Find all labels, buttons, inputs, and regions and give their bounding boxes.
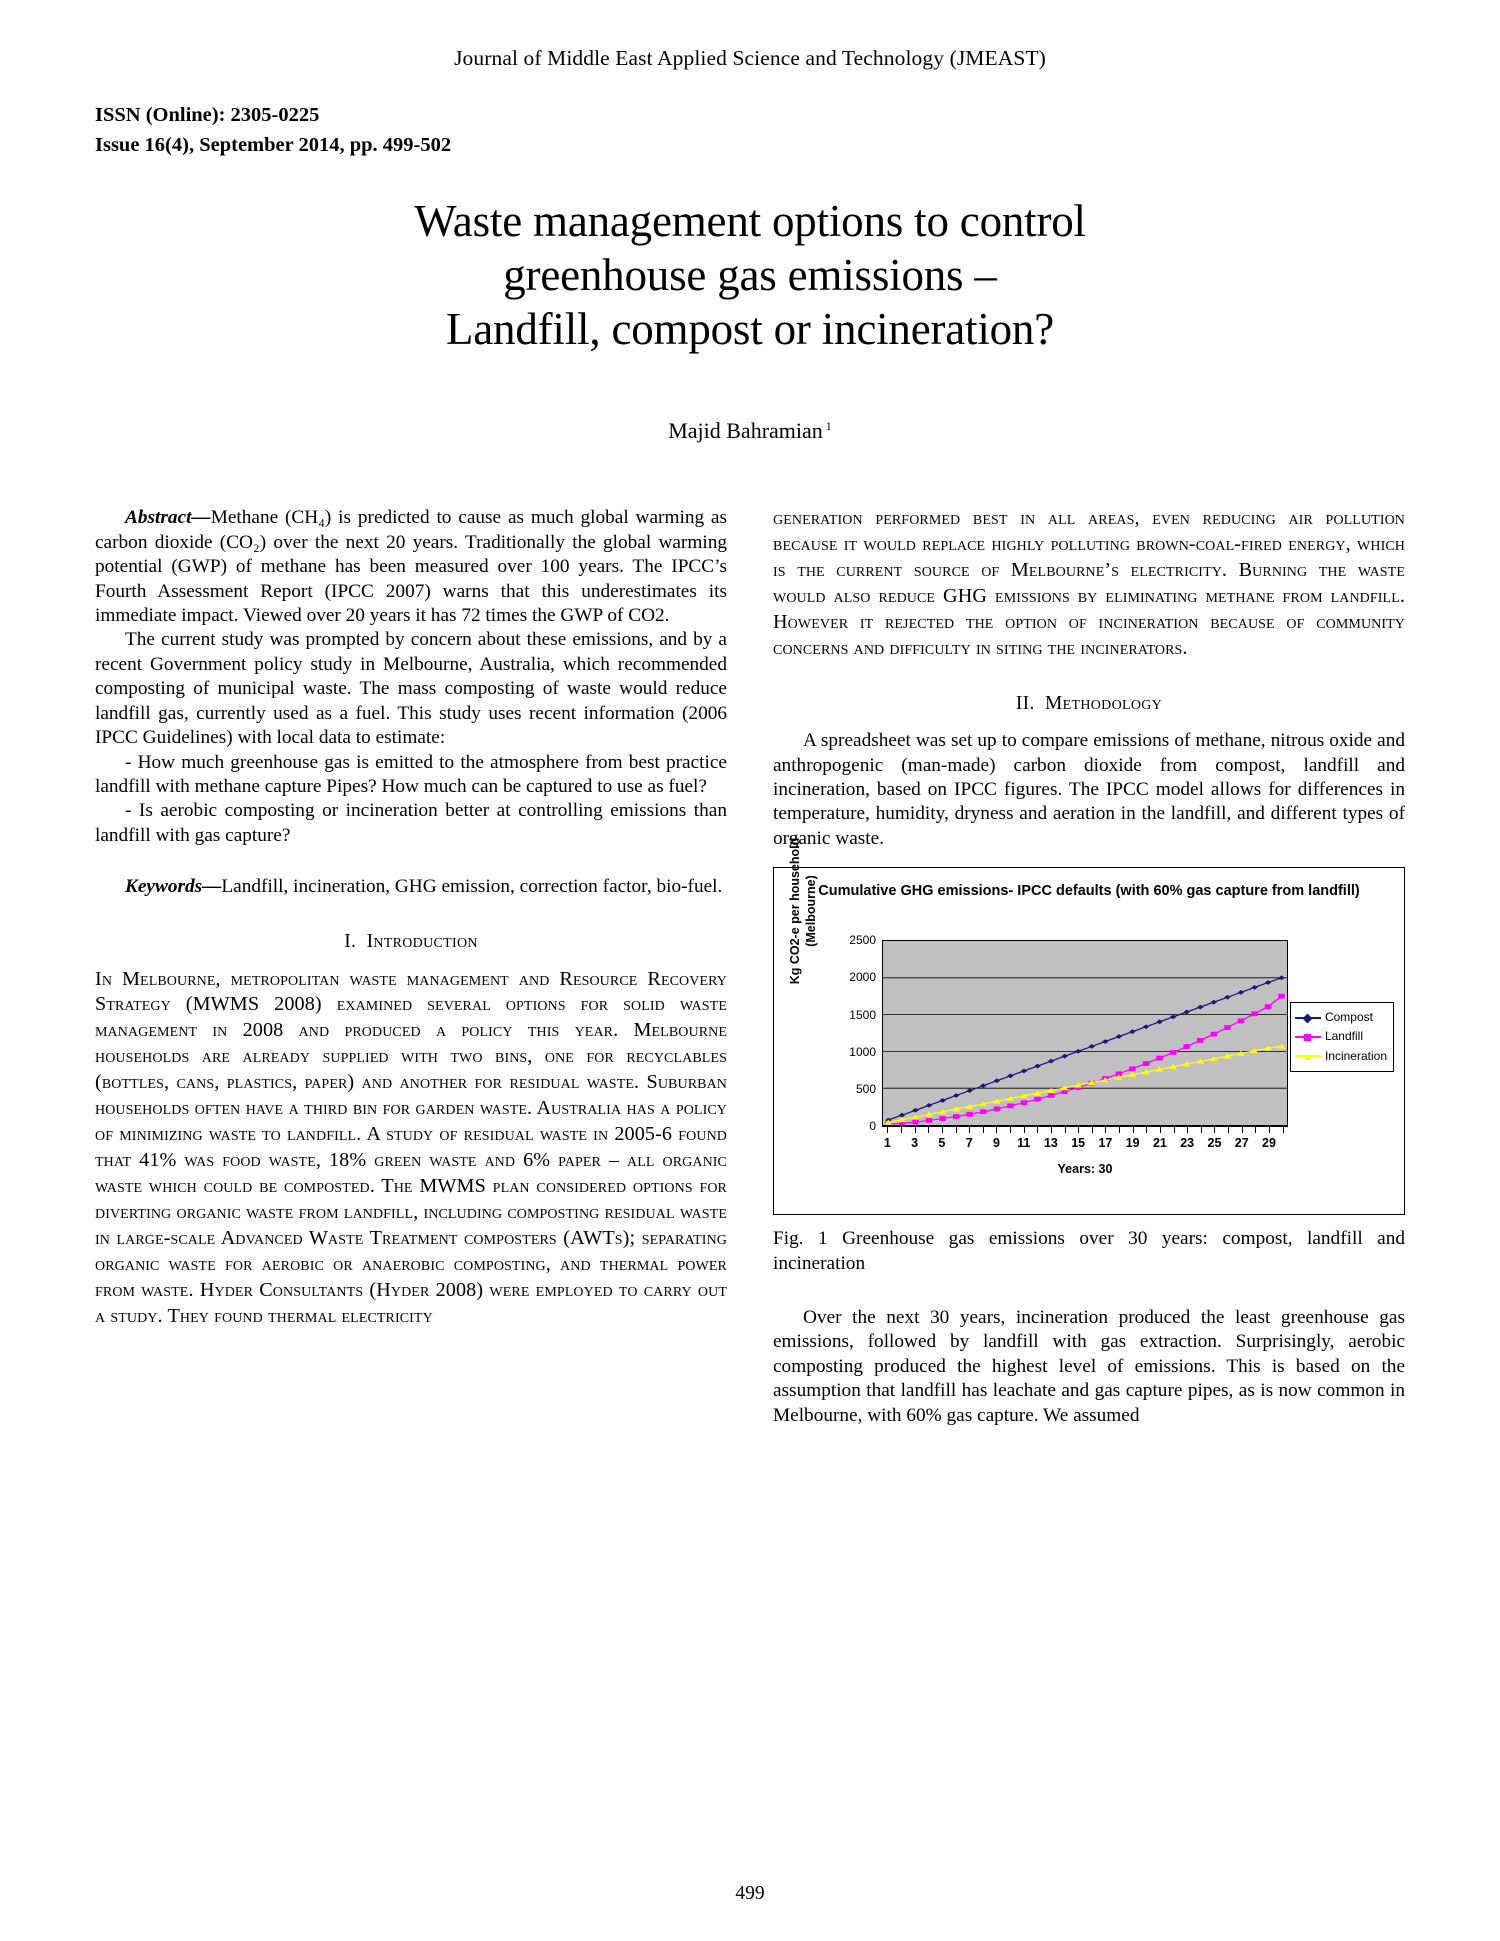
chart-legend-item	[1295, 1047, 1387, 1066]
chart-x-tick	[1078, 1126, 1079, 1133]
chart-x-tick	[1214, 1126, 1215, 1133]
chart-x-tick	[1024, 1126, 1025, 1133]
chart-x-tick	[1065, 1126, 1066, 1133]
page-title	[250, 194, 1250, 356]
chart-x-axis-ticks	[882, 1126, 1288, 1134]
introduction-paragraph: In Melbourne, metropolitan waste management and Resource Recovery Strategy (MWMS 2008) examined several options for solid waste management in 2008 and produced a policy this year. Melbourne households are already supplied with two bins, one for recyclables (bottles, cans, plastics, paper) and another for residual waste. Suburban households often have a third bin for garden waste. Australia has a policy of minimizing waste to landfill. A study of residual waste in 2005-6 found that 41% was food waste, 18% green waste and 6% paper – all organic waste which could be composted. The MWMS plan considered options for diverting organic waste from landfill, including composting residual waste in large-scale Advanced Waste Treatment composters (AWTs); separating organic waste for aerobic or anaerobic composting, and thermal power from waste. Hyder Consultants (Hyder 2008) were employed to carry out a study. They found thermal electricity	[95, 967, 727, 1327]
chart-x-tick	[928, 1126, 929, 1133]
chart-legend-label: Landfill	[1324, 1029, 1363, 1044]
chart-x-tick	[1201, 1126, 1202, 1133]
chart-y-axis-label: Kg CO2-e per household (Melbourne)	[788, 837, 818, 985]
chart-x-tick	[915, 1126, 916, 1133]
chart-legend-marker-icon	[1295, 1012, 1321, 1024]
chart-x-tick-label: 9	[992, 1136, 1000, 1151]
issn-block	[95, 101, 1405, 160]
chart-legend-item	[1295, 1008, 1387, 1027]
chart-title: Cumulative GHG emissions- IPCC defaults (with 60% gas capture from landfill)	[818, 883, 1360, 900]
chart-x-tick-label: 1	[883, 1136, 891, 1151]
chart-y-tick: 2500	[849, 933, 876, 948]
abstract-bullet-1: - How much greenhouse gas is emitted to the atmosphere from best practice landfill with methane capture Pipes? How much can be captured to use as fuel?	[95, 751, 727, 797]
section-name: Introduction	[366, 930, 478, 952]
abstract-paragraph-2: The current study was prompted by concern about these emissions, and by a recent Government policy study in Melbourne, Australia, which recommended composting of municipal waste. The mass composting of waste would reduce landfill gas, currently used as a fuel. This study uses recent information (2006 IPCC Guidelines) with local data to estimate:	[95, 629, 727, 749]
chart-x-tick	[1105, 1126, 1106, 1133]
abstract-bullet-2: - Is aerobic composting or incineration better at controlling emissions than landfill with gas capture?	[95, 800, 727, 846]
section-heading-introduction	[95, 931, 727, 953]
chart-legend	[1290, 1002, 1394, 1072]
chart-x-tick-label: 13	[1043, 1136, 1058, 1151]
figure-caption: Fig. 1 Greenhouse gas emissions over 30 years: compost, landfill and incineration	[773, 1228, 1405, 1274]
chart-x-tick-label: 15	[1071, 1136, 1086, 1151]
author-name: Majid Bahramian	[668, 418, 823, 444]
chart-x-tick-label: 21	[1152, 1136, 1167, 1151]
chart-x-tick	[901, 1126, 902, 1133]
title-line-1: Waste management options to control	[414, 196, 1086, 247]
chart-x-tick	[1283, 1126, 1284, 1133]
introduction-paragraph-continued: generation performed best in all areas, even reducing air pollution because it would replace highly polluting brown-coal-fired energy, which is the current source of Melbourne’s electricity. Burning the waste would also reduce GHG emissions by eliminating methane from landfill. However it rejected the option of incineration because of community concerns and difficulty in siting the incinerators.	[773, 507, 1405, 660]
chart-x-tick	[1037, 1126, 1038, 1133]
chart-y-tick: 0	[869, 1119, 876, 1134]
abstract-text: Methane (CH₄) is predicted to cause as much global warming as carbon dioxide (CO₂) over the next 20 years. Traditionally the global warming potential (GWP) of methane has been measured over 100 years. The IPCC’s Fourth Assessment Report (IPCC 2007) warns that this underestimates its immediate impact. Viewed over 20 years it has 72 times the GWP of CO2.	[95, 507, 727, 627]
chart-x-tick-label: 25	[1207, 1136, 1222, 1151]
title-line-3: Landfill, compost or incineration?	[445, 304, 1055, 355]
chart-x-tick-label: 7	[965, 1136, 973, 1151]
chart-x-tick-label: 11	[1017, 1136, 1031, 1151]
chart-x-tick	[1092, 1126, 1093, 1133]
chart-x-tick-label: 19	[1125, 1136, 1140, 1151]
chart-x-tick	[942, 1126, 943, 1133]
issn-line: ISSN (Online): 2305-0225	[95, 104, 320, 126]
chart-container	[773, 837, 1405, 1215]
title-line-2: greenhouse gas emissions –	[503, 250, 997, 301]
section-name: Methodology	[1045, 693, 1163, 715]
chart-x-tick	[983, 1126, 984, 1133]
chart-x-tick	[1242, 1126, 1243, 1133]
chart-x-tick	[1228, 1126, 1229, 1133]
keywords-label: Keywords—	[125, 876, 222, 898]
keywords-paragraph	[95, 875, 727, 899]
author-affiliation-marker: 1	[825, 419, 832, 434]
chart-x-tick	[1255, 1126, 1256, 1133]
chart-x-tick	[956, 1126, 957, 1133]
chart-x-tick	[1051, 1126, 1052, 1133]
chart-x-tick	[1174, 1126, 1175, 1133]
section-heading-methodology	[773, 693, 1405, 715]
chart-x-tick	[1146, 1126, 1147, 1133]
chart-series-svg	[883, 941, 1287, 1125]
chart-y-tick: 2000	[849, 970, 876, 985]
abstract-label: Abstract—	[125, 507, 211, 529]
issue-line: Issue 16(4), September 2014, pp. 499-502	[95, 133, 452, 156]
chart-x-tick	[969, 1126, 970, 1133]
section-number: II.	[1015, 693, 1035, 715]
chart-x-tick-label: 5	[938, 1136, 946, 1151]
chart-x-tick	[1160, 1126, 1161, 1133]
chart-legend-marker-icon	[1295, 1050, 1321, 1062]
methodology-paragraph: A spreadsheet was set up to compare emissions of methane, nitrous oxide and anthropogenic (man-made) carbon dioxide from compost, landfill and incineration, based on IPCC figures. The IPCC model allows for differences in temperature, humidity, dryness and aeration in the landfill, and different types of organic waste.	[773, 730, 1405, 849]
chart-x-tick-label: 17	[1098, 1136, 1113, 1151]
abstract-paragraph	[95, 506, 727, 628]
keywords-text: Landfill, incineration, GHG emission, correction factor, bio-fuel.	[221, 876, 723, 898]
chart-x-tick-label: 3	[911, 1136, 919, 1151]
chart-legend-label: Compost	[1324, 1010, 1373, 1025]
chart-x-tick-label: 23	[1180, 1136, 1195, 1151]
chart-x-tick	[1269, 1126, 1270, 1133]
figure-1	[773, 837, 1405, 1276]
left-column	[95, 506, 727, 1428]
chart-x-axis-title: Years: 30	[1057, 1162, 1113, 1177]
chart-y-tick: 500	[855, 1081, 876, 1096]
chart-x-tick	[1133, 1126, 1134, 1133]
chart-x-axis-labels	[882, 1136, 1288, 1154]
chart-x-tick-label: 27	[1234, 1136, 1249, 1151]
chart-legend-label: Incineration	[1324, 1048, 1387, 1063]
results-paragraph: Over the next 30 years, incineration produced the least greenhouse gas emissions, followed by landfill with gas extraction. Surprisingly, aerobic composting produced the highest level of emissions. This is based on the assumption that landfill has leachate and gas capture pipes, as is now common in Melbourne, with 60% gas capture. We assumed	[773, 1307, 1405, 1426]
chart-y-tick: 1500	[849, 1007, 876, 1022]
page-number: 499	[735, 1883, 765, 1904]
chart-x-tick	[1010, 1126, 1011, 1133]
chart-plot	[882, 940, 1288, 1126]
chart-x-tick	[1119, 1126, 1120, 1133]
chart-x-tick	[996, 1126, 997, 1133]
author-line	[95, 418, 1405, 444]
chart-x-tick-label: 29	[1262, 1136, 1276, 1151]
chart-x-tick	[1187, 1126, 1188, 1133]
chart-y-tick: 1000	[849, 1044, 876, 1059]
two-column-body	[95, 506, 1405, 1428]
right-column	[773, 506, 1405, 1428]
chart-y-axis-ticks	[832, 933, 876, 1134]
section-number: I.	[344, 930, 357, 952]
chart-legend-marker-icon	[1295, 1031, 1321, 1043]
chart-x-tick	[887, 1126, 888, 1133]
chart-legend-item	[1295, 1027, 1387, 1046]
journal-name: Journal of Middle East Applied Science and Technology (JMEAST)	[454, 46, 1046, 70]
